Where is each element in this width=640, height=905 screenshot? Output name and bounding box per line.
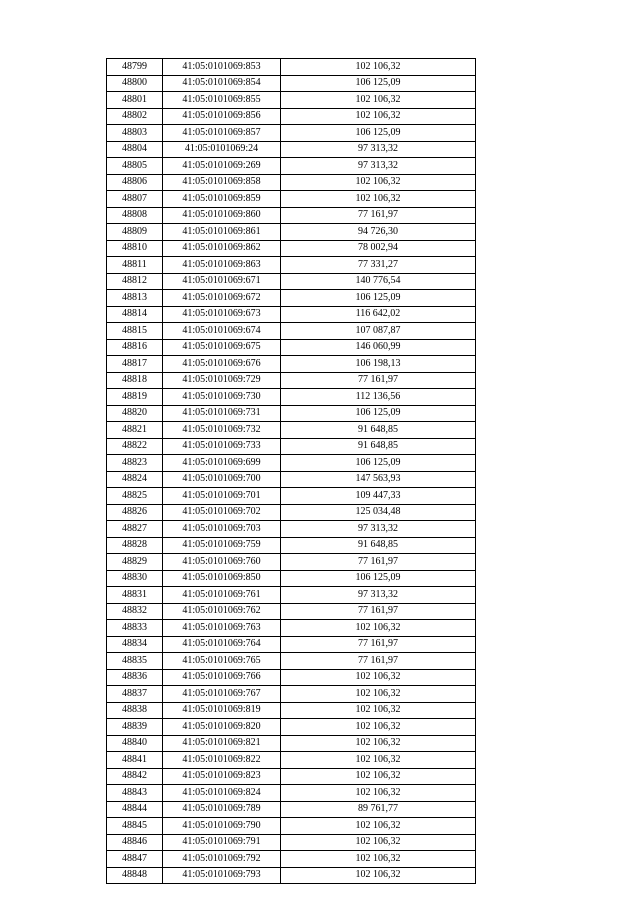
cadastral-value-cell: 102 106,32 xyxy=(281,867,476,884)
cadastral-number-cell: 41:05:0101069:791 xyxy=(163,834,281,851)
cadastral-number-cell: 41:05:0101069:853 xyxy=(163,59,281,76)
cadastral-value-cell: 77 161,97 xyxy=(281,207,476,224)
table-row xyxy=(107,603,476,620)
cadastral-number-cell: 41:05:0101069:765 xyxy=(163,653,281,670)
table-row xyxy=(107,257,476,274)
cadastral-number-cell: 41:05:0101069:760 xyxy=(163,554,281,571)
cadastral-value-cell: 107 087,87 xyxy=(281,323,476,340)
table-row xyxy=(107,141,476,158)
cadastral-number-cell: 41:05:0101069:703 xyxy=(163,521,281,538)
cadastral-number-cell: 41:05:0101069:857 xyxy=(163,125,281,142)
cadastral-number-cell: 41:05:0101069:850 xyxy=(163,570,281,587)
row-number-cell: 48842 xyxy=(107,768,163,785)
cadastral-number-cell: 41:05:0101069:731 xyxy=(163,405,281,422)
row-number-cell: 48821 xyxy=(107,422,163,439)
row-number-cell: 48846 xyxy=(107,834,163,851)
cadastral-number-cell: 41:05:0101069:862 xyxy=(163,240,281,257)
row-number-cell: 48825 xyxy=(107,488,163,505)
cadastral-number-cell: 41:05:0101069:733 xyxy=(163,438,281,455)
table-row xyxy=(107,174,476,191)
cadastral-value-cell: 102 106,32 xyxy=(281,702,476,719)
table-row xyxy=(107,224,476,241)
table-row xyxy=(107,669,476,686)
row-number-cell: 48815 xyxy=(107,323,163,340)
cadastral-value-cell: 91 648,85 xyxy=(281,438,476,455)
row-number-cell: 48802 xyxy=(107,108,163,125)
cadastral-value-cell: 97 313,32 xyxy=(281,158,476,175)
cadastral-value-cell: 106 125,09 xyxy=(281,455,476,472)
cadastral-number-cell: 41:05:0101069:672 xyxy=(163,290,281,307)
row-number-cell: 48801 xyxy=(107,92,163,109)
cadastral-value-cell: 102 106,32 xyxy=(281,818,476,835)
cadastral-number-cell: 41:05:0101069:699 xyxy=(163,455,281,472)
row-number-cell: 48841 xyxy=(107,752,163,769)
cadastral-number-cell: 41:05:0101069:789 xyxy=(163,801,281,818)
row-number-cell: 48813 xyxy=(107,290,163,307)
cadastral-value-cell: 102 106,32 xyxy=(281,191,476,208)
table-row xyxy=(107,372,476,389)
cadastral-value-cell: 102 106,32 xyxy=(281,620,476,637)
cadastral-number-cell: 41:05:0101069:732 xyxy=(163,422,281,439)
row-number-cell: 48832 xyxy=(107,603,163,620)
table-row xyxy=(107,851,476,868)
cadastral-number-cell: 41:05:0101069:856 xyxy=(163,108,281,125)
table-row xyxy=(107,521,476,538)
cadastral-number-cell: 41:05:0101069:854 xyxy=(163,75,281,92)
table-row xyxy=(107,191,476,208)
row-number-cell: 48826 xyxy=(107,504,163,521)
table-row xyxy=(107,488,476,505)
cadastral-number-cell: 41:05:0101069:824 xyxy=(163,785,281,802)
cadastral-value-cell: 102 106,32 xyxy=(281,752,476,769)
row-number-cell: 48835 xyxy=(107,653,163,670)
table-row xyxy=(107,653,476,670)
row-number-cell: 48811 xyxy=(107,257,163,274)
row-number-cell: 48819 xyxy=(107,389,163,406)
cadastral-value-cell: 102 106,32 xyxy=(281,174,476,191)
table-row xyxy=(107,240,476,257)
cadastral-number-cell: 41:05:0101069:822 xyxy=(163,752,281,769)
cadastral-number-cell: 41:05:0101069:269 xyxy=(163,158,281,175)
cadastral-value-cell: 106 125,09 xyxy=(281,125,476,142)
cadastral-value-cell: 78 002,94 xyxy=(281,240,476,257)
cadastral-value-cell: 109 447,33 xyxy=(281,488,476,505)
table-row xyxy=(107,719,476,736)
table-row xyxy=(107,620,476,637)
row-number-cell: 48809 xyxy=(107,224,163,241)
row-number-cell: 48818 xyxy=(107,372,163,389)
table-row xyxy=(107,339,476,356)
cadastral-number-cell: 41:05:0101069:821 xyxy=(163,735,281,752)
table-row xyxy=(107,570,476,587)
cadastral-value-cell: 106 125,09 xyxy=(281,570,476,587)
cadastral-number-cell: 41:05:0101069:730 xyxy=(163,389,281,406)
row-number-cell: 48812 xyxy=(107,273,163,290)
table-row xyxy=(107,554,476,571)
cadastral-number-cell: 41:05:0101069:861 xyxy=(163,224,281,241)
table-row xyxy=(107,587,476,604)
cadastral-number-cell: 41:05:0101069:855 xyxy=(163,92,281,109)
cadastral-number-cell: 41:05:0101069:671 xyxy=(163,273,281,290)
row-number-cell: 48822 xyxy=(107,438,163,455)
table-row xyxy=(107,867,476,884)
row-number-cell: 48823 xyxy=(107,455,163,472)
cadastral-value-cell: 125 034,48 xyxy=(281,504,476,521)
row-number-cell: 48805 xyxy=(107,158,163,175)
cadastral-value-cell: 106 198,13 xyxy=(281,356,476,373)
table-row xyxy=(107,455,476,472)
cadastral-value-cell: 116 642,02 xyxy=(281,306,476,323)
table-row xyxy=(107,471,476,488)
table-row xyxy=(107,537,476,554)
table-row xyxy=(107,59,476,76)
table-row xyxy=(107,785,476,802)
table-row xyxy=(107,323,476,340)
cadastral-value-cell: 77 161,97 xyxy=(281,554,476,571)
table-row xyxy=(107,108,476,125)
row-number-cell: 48829 xyxy=(107,554,163,571)
cadastral-value-cell: 102 106,32 xyxy=(281,834,476,851)
cadastral-number-cell: 41:05:0101069:702 xyxy=(163,504,281,521)
row-number-cell: 48843 xyxy=(107,785,163,802)
row-number-cell: 48820 xyxy=(107,405,163,422)
table-row xyxy=(107,356,476,373)
cadastral-number-cell: 41:05:0101069:792 xyxy=(163,851,281,868)
cadastral-value-cell: 102 106,32 xyxy=(281,851,476,868)
row-number-cell: 48844 xyxy=(107,801,163,818)
table-row xyxy=(107,207,476,224)
table-body xyxy=(107,59,476,884)
cadastral-number-cell: 41:05:0101069:674 xyxy=(163,323,281,340)
table-row xyxy=(107,735,476,752)
cadastral-value-cell: 112 136,56 xyxy=(281,389,476,406)
cadastral-number-cell: 41:05:0101069:819 xyxy=(163,702,281,719)
cadastral-number-cell: 41:05:0101069:790 xyxy=(163,818,281,835)
table-row xyxy=(107,702,476,719)
table-row xyxy=(107,818,476,835)
row-number-cell: 48803 xyxy=(107,125,163,142)
row-number-cell: 48800 xyxy=(107,75,163,92)
cadastral-number-cell: 41:05:0101069:24 xyxy=(163,141,281,158)
table-row xyxy=(107,504,476,521)
table-row xyxy=(107,158,476,175)
cadastral-value-cell: 77 161,97 xyxy=(281,372,476,389)
table-row xyxy=(107,801,476,818)
cadastral-value-cell: 97 313,32 xyxy=(281,521,476,538)
cadastral-number-cell: 41:05:0101069:863 xyxy=(163,257,281,274)
row-number-cell: 48828 xyxy=(107,537,163,554)
row-number-cell: 48840 xyxy=(107,735,163,752)
table-row xyxy=(107,290,476,307)
table-row xyxy=(107,306,476,323)
cadastral-number-cell: 41:05:0101069:701 xyxy=(163,488,281,505)
row-number-cell: 48814 xyxy=(107,306,163,323)
cadastral-number-cell: 41:05:0101069:700 xyxy=(163,471,281,488)
cadastral-number-cell: 41:05:0101069:859 xyxy=(163,191,281,208)
row-number-cell: 48817 xyxy=(107,356,163,373)
table-row xyxy=(107,75,476,92)
table-row xyxy=(107,768,476,785)
cadastral-value-cell: 106 125,09 xyxy=(281,290,476,307)
cadastral-number-cell: 41:05:0101069:675 xyxy=(163,339,281,356)
cadastral-value-cell: 106 125,09 xyxy=(281,75,476,92)
cadastral-value-cell: 91 648,85 xyxy=(281,422,476,439)
cadastral-number-cell: 41:05:0101069:766 xyxy=(163,669,281,686)
cadastral-value-cell: 77 331,27 xyxy=(281,257,476,274)
cadastral-number-cell: 41:05:0101069:729 xyxy=(163,372,281,389)
cadastral-number-cell: 41:05:0101069:761 xyxy=(163,587,281,604)
table-row xyxy=(107,92,476,109)
table-row xyxy=(107,636,476,653)
cadastral-value-cell: 102 106,32 xyxy=(281,59,476,76)
table-row xyxy=(107,389,476,406)
row-number-cell: 48833 xyxy=(107,620,163,637)
row-number-cell: 48816 xyxy=(107,339,163,356)
row-number-cell: 48807 xyxy=(107,191,163,208)
row-number-cell: 48831 xyxy=(107,587,163,604)
row-number-cell: 48845 xyxy=(107,818,163,835)
row-number-cell: 48837 xyxy=(107,686,163,703)
row-number-cell: 48834 xyxy=(107,636,163,653)
table-row xyxy=(107,834,476,851)
row-number-cell: 48839 xyxy=(107,719,163,736)
row-number-cell: 48836 xyxy=(107,669,163,686)
cadastral-value-cell: 77 161,97 xyxy=(281,603,476,620)
cadastral-number-cell: 41:05:0101069:767 xyxy=(163,686,281,703)
row-number-cell: 48827 xyxy=(107,521,163,538)
row-number-cell: 48848 xyxy=(107,867,163,884)
cadastral-number-cell: 41:05:0101069:823 xyxy=(163,768,281,785)
cadastral-value-cell: 77 161,97 xyxy=(281,653,476,670)
cadastral-value-cell: 102 106,32 xyxy=(281,735,476,752)
row-number-cell: 48806 xyxy=(107,174,163,191)
row-number-cell: 48799 xyxy=(107,59,163,76)
cadastral-value-cell: 102 106,32 xyxy=(281,92,476,109)
cadastral-number-cell: 41:05:0101069:858 xyxy=(163,174,281,191)
cadastral-number-cell: 41:05:0101069:676 xyxy=(163,356,281,373)
table-row xyxy=(107,686,476,703)
cadastral-value-cell: 77 161,97 xyxy=(281,636,476,653)
row-number-cell: 48808 xyxy=(107,207,163,224)
cadastral-number-cell: 41:05:0101069:762 xyxy=(163,603,281,620)
cadastral-number-cell: 41:05:0101069:763 xyxy=(163,620,281,637)
cadastral-value-cell: 102 106,32 xyxy=(281,669,476,686)
cadastral-value-cell: 102 106,32 xyxy=(281,768,476,785)
cadastral-value-cell: 97 313,32 xyxy=(281,141,476,158)
cadastral-value-cell: 106 125,09 xyxy=(281,405,476,422)
cadastral-number-cell: 41:05:0101069:759 xyxy=(163,537,281,554)
table-row xyxy=(107,273,476,290)
row-number-cell: 48830 xyxy=(107,570,163,587)
cadastral-value-cell: 102 106,32 xyxy=(281,108,476,125)
table-row xyxy=(107,438,476,455)
table-row xyxy=(107,405,476,422)
row-number-cell: 48838 xyxy=(107,702,163,719)
cadastral-number-cell: 41:05:0101069:793 xyxy=(163,867,281,884)
cadastral-value-cell: 146 060,99 xyxy=(281,339,476,356)
cadastral-number-cell: 41:05:0101069:673 xyxy=(163,306,281,323)
table-row xyxy=(107,422,476,439)
row-number-cell: 48810 xyxy=(107,240,163,257)
row-number-cell: 48847 xyxy=(107,851,163,868)
cadastral-number-cell: 41:05:0101069:764 xyxy=(163,636,281,653)
cadastral-value-cell: 91 648,85 xyxy=(281,537,476,554)
table-row xyxy=(107,125,476,142)
cadastral-value-cell: 102 106,32 xyxy=(281,686,476,703)
cadastral-value-cell: 102 106,32 xyxy=(281,785,476,802)
cadastral-number-cell: 41:05:0101069:820 xyxy=(163,719,281,736)
cadastral-value-cell: 89 761,77 xyxy=(281,801,476,818)
cadastral-value-cell: 97 313,32 xyxy=(281,587,476,604)
cadastral-value-cell: 102 106,32 xyxy=(281,719,476,736)
row-number-cell: 48804 xyxy=(107,141,163,158)
cadastral-value-cell: 147 563,93 xyxy=(281,471,476,488)
cadastral-value-cell: 140 776,54 xyxy=(281,273,476,290)
cadastral-value-table xyxy=(106,58,476,884)
row-number-cell: 48824 xyxy=(107,471,163,488)
cadastral-number-cell: 41:05:0101069:860 xyxy=(163,207,281,224)
table-row xyxy=(107,752,476,769)
cadastral-value-cell: 94 726,30 xyxy=(281,224,476,241)
